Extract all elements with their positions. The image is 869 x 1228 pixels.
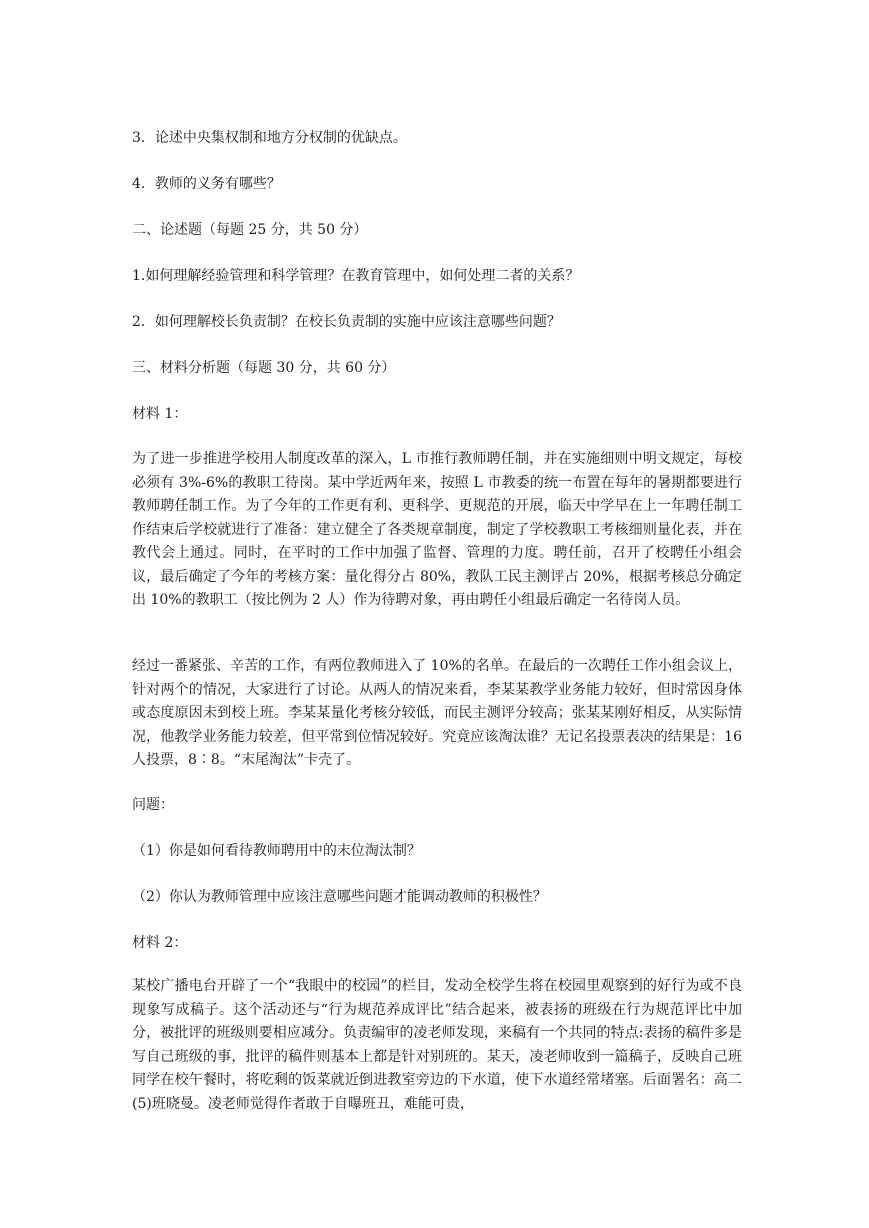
question-3: 3．论述中央集权制和地方分权制的优缺点。 (132, 130, 407, 146)
questions-label: 问题： (132, 797, 174, 813)
question-4: 4．教师的义务有哪些？ (132, 176, 281, 192)
material-1-paragraph-2: 经过一番紧张、辛苦的工作，有两位教师进入了 10%的名单。在最后的一次聘任工作小组会议上，针对两个的情况，大家进行了讨论。从两人的情况来看，李某某教学业务能力较好，但时常因身体或态度原因未到校上班。李某某量化考核分较低，而民主测评分较高；张某某刚好相反，从实际情况，他教学业务能力较差，但平常到位情况较好。究竟应该淘汰谁？无记名投票表决的结果是：16 人投票，8∶8。“末尾淘汰”卡壳了。 (132, 658, 742, 768)
essay-question-2: 2．如何理解校长负责制？在校长负责制的实施中应该注意哪些问题？ (132, 314, 561, 330)
essay-question-1: 1.如何理解经验管理和科学管理？在教育管理中，如何处理二者的关系？ (132, 268, 580, 284)
material-2-paragraph-1: 某校广播电台开辟了一个“我眼中的校园”的栏目，发动全校学生将在校园里观察到的好行为或不良现象写成稿子。这个活动还与“行为规范养成评比”结合起来，被表扬的班级在行为规范评比中加分，被批评的班级则要相应减分。负责编审的凌老师发现，来稿有一个共同的特点:表扬的稿件多是写自己班级的事，批评的稿件则基本上都是针对别班的。某天，凌老师收到一篇稿子，反映自己班同学在校午餐时，将吃剩的饭菜就近倒进教室旁边的下水道，使下水道经常堵塞。后面署名：高二(5)班晓曼。凌老师觉得作者敢于自曝班丑，难能可贵， (132, 978, 742, 1112)
material-2-label: 材料 2： (132, 935, 188, 951)
question-2: （2）你认为教师管理中应该注意哪些问题才能调动教师的积极性？ (132, 889, 547, 905)
section-3-heading: 三、材料分析题（每题 30 分，共 60 分） (132, 360, 396, 376)
question-1: （1）你是如何看待教师聘用中的末位淘汰制？ (132, 843, 421, 859)
material-1-label: 材料 1： (132, 406, 188, 422)
section-2-heading: 二、论述题（每题 25 分，共 50 分） (132, 222, 368, 238)
material-1-paragraph-1: 为了进一步推进学校用人制度改革的深入，L 市推行教师聘任制，并在实施细则中明文规定，每校必须有 3%-6%的教职工待岗。某中学近两年来，按照 L 市教委的统一布置在每年的暑期都要进行教师聘任制工作。为了今年的工作更有利、更科学、更规范的开展，临天中学早在上一年聘任制工作结束后学校就进行了准备：建立健全了各类规章制度，制定了学校教职工考核细则量化表，并在教代会上通过。同时，在平时的工作中加强了监督、管理的力度。聘任前，召开了校聘任小组会议，最后确定了今年的考核方案：量化得分占 80%，教队工民主测评占 20%，根据考核总分确定出 10%的教职工（按比例为 2 人）作为待聘对象，再由聘任小组最后确定一名待岗人员。 (132, 451, 742, 608)
